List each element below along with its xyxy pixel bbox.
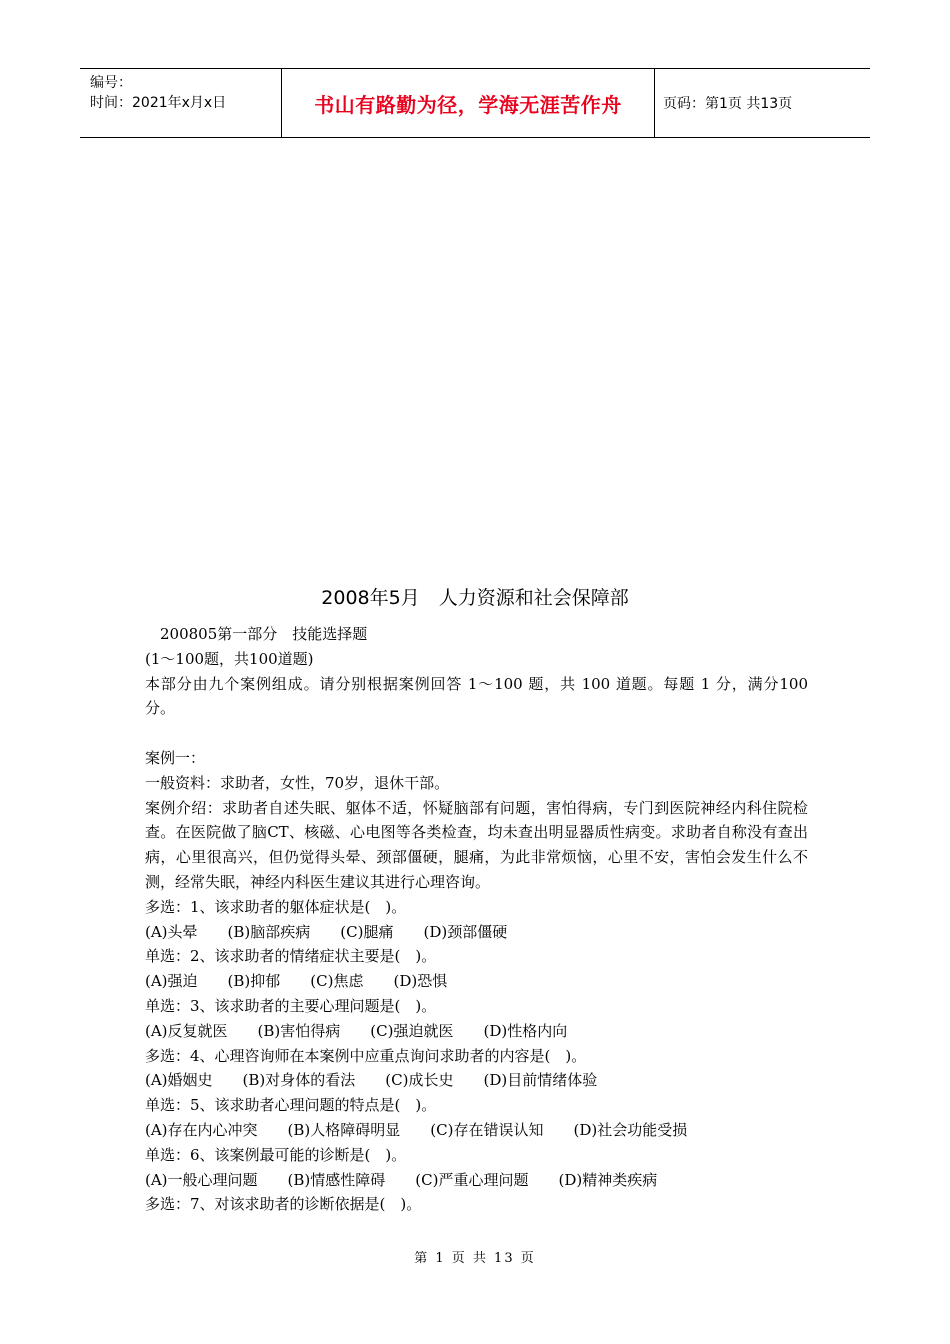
document-title: 2008年5月 人力资源和社会保障部 (321, 587, 629, 609)
question-text: 单选：6、该案例最可能的诊断是( )。 (145, 1145, 407, 1164)
case-introduction: 案例介绍：求助者自述失眠、躯体不适，怀疑脑部有问题，害怕得病，专门到医院神经内科住院检查。在医院做了脑CT、核磁、心电图等各类检查，均未查出明显器质性病变。求助者自称没有查出病，心里很高兴，但仍觉得头晕、颈部僵硬，腿痛，为此非常烦恼，心里不安，害怕会发生什么不测，经常失眠，神经内科医生建议其进行心理咨询。 (145, 798, 808, 891)
question-options (145, 1168, 808, 1193)
option-item: (D)目前情绪体验 (483, 1071, 598, 1090)
case-general-info: 一般资料：求助者，女性，70岁，退休干部。 (145, 773, 450, 792)
question-text: 单选：2、该求助者的情绪症状主要是( )。 (145, 947, 437, 966)
question-text: 多选：1、该求助者的躯体症状是( )。 (145, 897, 407, 916)
option-item: (A)头晕 (145, 922, 198, 941)
page-footer: 第 1 页 共 13 页 (414, 1251, 536, 1266)
question-options (145, 1118, 808, 1143)
case-heading: 案例一： (145, 748, 206, 767)
option-item: (C)存在错误认知 (430, 1120, 544, 1139)
option-item: (D)恐惧 (393, 972, 448, 991)
option-item: (D)社会功能受损 (573, 1120, 688, 1139)
option-item: (A)存在内心冲突 (145, 1120, 258, 1139)
number-label: 编号： (90, 75, 132, 91)
section-heading: 200805第一部分 技能选择题 (160, 625, 368, 643)
option-item: (B)对身体的看法 (242, 1071, 356, 1090)
spacer (145, 721, 808, 746)
question-options (145, 1068, 808, 1093)
option-item: (C)成长史 (385, 1071, 454, 1090)
question-text: 多选：7、对该求助者的诊断依据是( )。 (145, 1195, 422, 1214)
question-text: 单选：5、该求助者心理问题的特点是( )。 (145, 1096, 437, 1115)
option-item: (B)抑郁 (227, 972, 281, 991)
header-page-info: 页码：第1页 共13页 (663, 96, 793, 112)
question-text: 单选：3、该求助者的主要心理问题是( )。 (145, 996, 437, 1015)
header-meta (80, 69, 282, 137)
section-instructions: 本部分由九个案例组成。请分别根据案例回答 1～100 题，共 100 道题。每题 1 分，满分100 分。 (145, 674, 808, 718)
question-list (145, 895, 808, 1217)
question-options (145, 1019, 808, 1044)
option-item: (D)精神类疾病 (558, 1170, 658, 1189)
question-text: 多选：4、心理咨询师在本案例中应重点询问求助者的内容是( )。 (145, 1046, 587, 1065)
option-item: (D)颈部僵硬 (423, 922, 508, 941)
option-item: (D)性格内向 (483, 1021, 568, 1040)
option-item: (C)强迫就医 (370, 1021, 454, 1040)
question-options (145, 920, 808, 945)
option-item: (C)腿痛 (340, 922, 394, 941)
option-item: (B)脑部疾病 (227, 922, 311, 941)
option-item: (A)一般心理问题 (145, 1170, 258, 1189)
option-item: (C)焦虑 (310, 972, 364, 991)
option-item: (B)情感性障碍 (287, 1170, 386, 1189)
option-item: (A)强迫 (145, 972, 198, 991)
page-header (80, 68, 870, 138)
section-range: (1～100题，共100道题) (145, 649, 314, 668)
header-motto: 书山有路勤为径，学海无涯苦作舟 (282, 69, 655, 137)
option-item: (B)人格障碍明显 (287, 1120, 401, 1139)
option-item: (C)严重心理问题 (415, 1170, 529, 1189)
document-body (145, 622, 808, 1217)
option-item: (A)婚姻史 (145, 1071, 213, 1090)
option-item: (A)反复就医 (145, 1021, 228, 1040)
question-options (145, 969, 808, 994)
option-item: (B)害怕得病 (257, 1021, 341, 1040)
time-label: 时间：2021年x月x日 (90, 95, 227, 111)
